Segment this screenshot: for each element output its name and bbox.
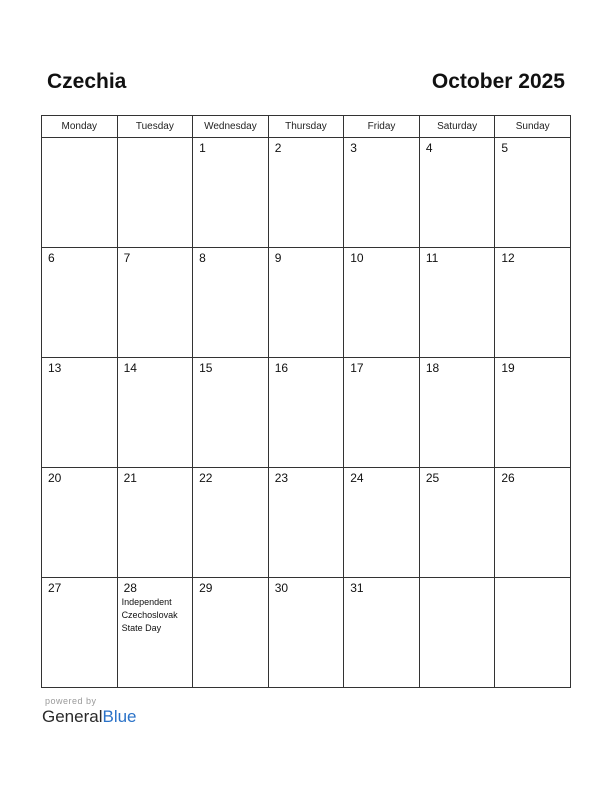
day-number: 1 [199,141,206,155]
day-cell [268,358,344,468]
day-number: 17 [350,361,364,375]
day-cell [419,248,495,358]
day-cell [419,138,495,248]
day-cell [419,358,495,468]
day-number: 15 [199,361,213,375]
day-cell [419,578,495,688]
day-number: 14 [123,361,137,375]
day-number: 23 [274,471,289,485]
day-cell [344,248,420,358]
weekday-header-monday: Monday [42,116,118,138]
day-cell [42,358,118,468]
day-cell [42,468,118,578]
day-cell [495,578,571,688]
day-cell [344,358,420,468]
day-number [420,578,495,581]
day-number: 5 [501,141,509,155]
footer-branding [42,696,137,727]
brand-name-part2: Blue [102,707,137,726]
day-number: 22 [199,471,213,485]
weekday-header-wednesday: Wednesday [193,116,269,138]
day-cell [117,468,193,578]
weekday-header-tuesday: Tuesday [117,116,193,138]
day-number: 29 [199,581,213,595]
week-row [42,248,571,358]
day-cell [268,138,344,248]
week-row [42,138,571,248]
day-number: 2 [274,141,282,155]
day-cell [268,248,344,358]
day-number: 20 [48,471,62,485]
day-number: 28 [123,581,137,595]
weekday-header-friday: Friday [344,116,420,138]
calendar-header [41,70,571,100]
day-number: 27 [48,581,62,595]
day-number: 3 [350,141,357,155]
powered-by-label: powered by [45,696,97,706]
day-number: 8 [199,251,206,265]
day-cell [495,358,571,468]
day-number: 21 [123,471,137,485]
generalblue-logo[interactable] [42,707,137,727]
day-cell [344,468,420,578]
day-number: 26 [501,471,515,485]
day-number [495,578,570,581]
day-number: 30 [274,581,289,595]
weekday-header-saturday: Saturday [419,116,495,138]
day-cell [42,138,118,248]
day-number: 6 [48,251,55,265]
day-cell [495,138,571,248]
day-cell [117,358,193,468]
day-number: 13 [48,361,62,375]
day-cell [193,358,269,468]
day-cell [42,578,118,688]
day-cell [42,248,118,358]
weekday-header-thursday: Thursday [268,116,344,138]
day-number [42,138,117,141]
day-cell [117,138,193,248]
day-number: 16 [274,361,289,375]
day-cell [419,468,495,578]
weekday-header-sunday: Sunday [495,116,571,138]
day-cell [193,248,269,358]
holiday-label: Independent Czechoslovak State Day [121,597,178,633]
day-cell [268,468,344,578]
week-row [42,578,571,688]
day-cell [193,138,269,248]
day-number [118,138,193,141]
country-title: Czechia [47,70,127,93]
day-cell [344,578,420,688]
week-row [42,358,571,468]
day-cell-holiday [117,578,193,688]
day-number: 10 [350,251,364,265]
day-cell [268,578,344,688]
day-cell [344,138,420,248]
day-number: 18 [425,361,440,375]
day-cell [117,248,193,358]
day-number: 31 [350,581,364,595]
day-number: 12 [501,251,515,265]
brand-name-part1: General [42,707,103,726]
day-number: 11 [425,251,439,265]
day-cell [495,468,571,578]
calendar-grid [41,115,571,688]
day-cell [193,578,269,688]
day-number: 7 [123,251,131,265]
day-number: 4 [425,141,433,155]
day-cell [495,248,571,358]
day-number: 25 [425,471,440,485]
day-number: 24 [350,471,364,485]
month-year-title: October 2025 [431,70,565,93]
week-row [42,468,571,578]
weekday-header-row [42,116,571,138]
day-number: 9 [274,251,282,265]
day-cell [193,468,269,578]
day-number: 19 [501,361,515,375]
